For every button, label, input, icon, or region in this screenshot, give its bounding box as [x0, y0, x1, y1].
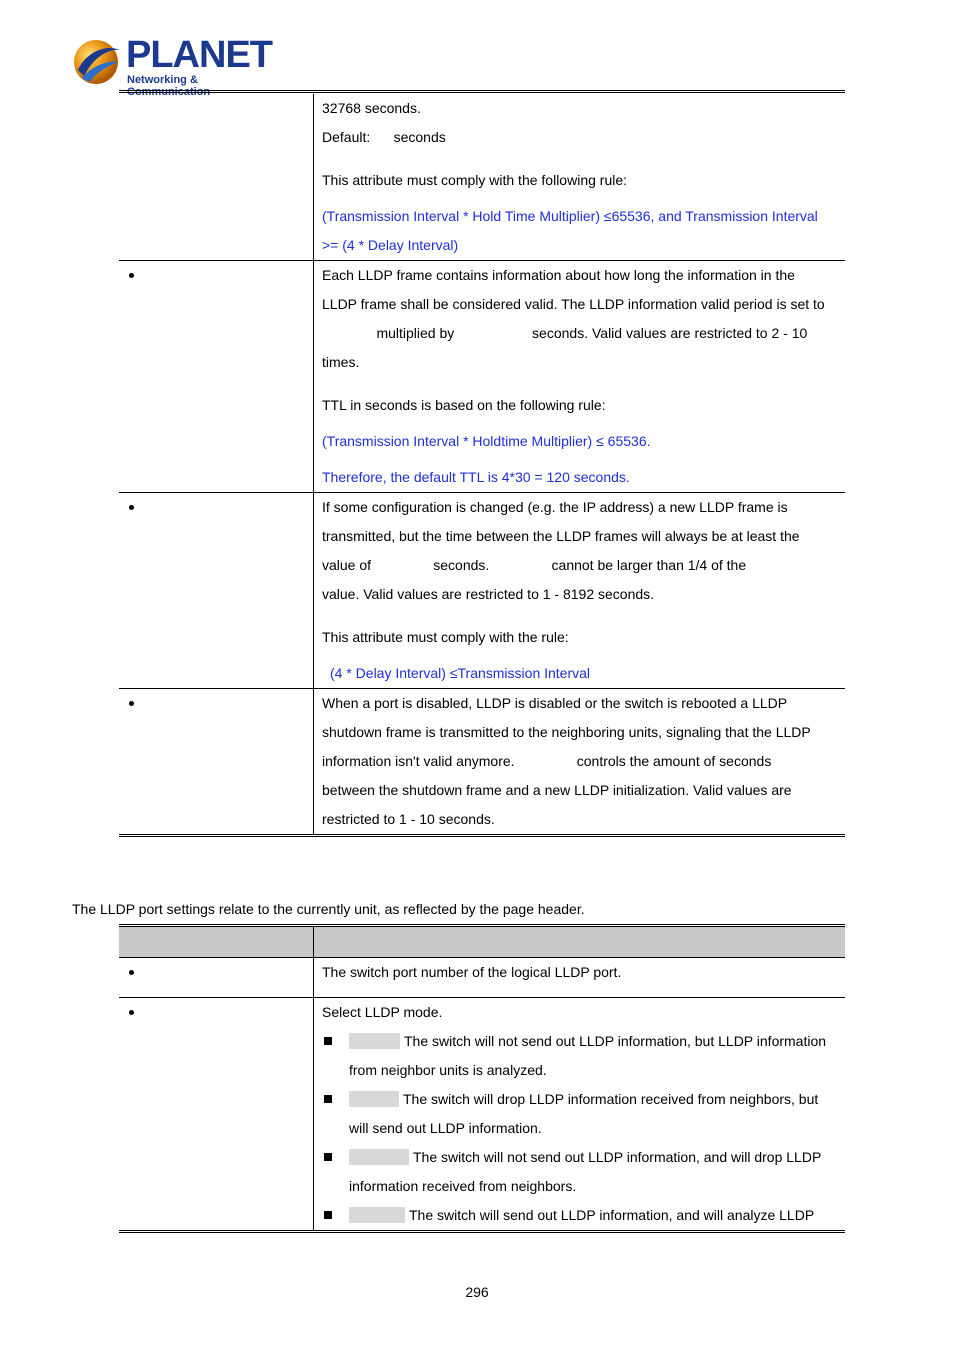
logo-tagline: Networking & Communication — [127, 74, 211, 98]
option-name-placeholder — [349, 1207, 405, 1223]
param-cell — [119, 261, 314, 493]
description-line: value. Valid values are restricted to 1 - 8192 seconds. — [322, 586, 655, 602]
bullet-dot — [129, 701, 134, 706]
table-header-row — [119, 926, 845, 958]
description-line: When a port is disabled, LLDP is disabled or the switch is rebooted a LLDP — [322, 695, 788, 711]
option-name-placeholder — [349, 1091, 399, 1107]
bullet-dot — [129, 505, 134, 510]
description-line: Select LLDP mode. — [322, 1004, 443, 1020]
square-bullet-icon — [324, 1153, 332, 1161]
port-settings-table — [119, 924, 845, 1233]
header-rule — [119, 90, 845, 93]
parameter-table-continued — [119, 94, 845, 837]
table-row — [119, 493, 845, 689]
mode-option — [322, 1027, 839, 1056]
bullet-dot — [129, 1010, 134, 1015]
planet-logo — [72, 34, 272, 98]
description-cell — [314, 689, 846, 836]
param-cell — [119, 94, 314, 261]
header-cell-description — [314, 926, 846, 958]
table-row — [119, 998, 845, 1232]
param-cell — [119, 998, 314, 1232]
option-text-cont: from neighbor units is analyzed. — [349, 1062, 547, 1078]
rule-intro: This attribute must comply with the following rule: — [322, 172, 628, 188]
description-line: value of seconds. cannot be larger than 1/4 of the — [322, 557, 747, 573]
description-line: Default: seconds — [322, 129, 446, 145]
rule-intro: TTL in seconds is based on the following rule: — [322, 397, 606, 413]
option-text: The switch will send out LLDP information, and will analyze LLDP — [409, 1207, 815, 1223]
param-cell — [119, 689, 314, 836]
logo-wordmark: PLANET — [126, 34, 272, 76]
mode-option — [322, 1085, 839, 1114]
bullet-dot — [129, 970, 134, 975]
header-cell-object — [119, 926, 314, 958]
description-line: The switch port number of the logical LLDP port. — [322, 964, 622, 980]
description-cell — [314, 998, 846, 1232]
rule-text: (Transmission Interval * Holdtime Multiplier) ≤ 65536. — [322, 433, 651, 449]
description-line: Each LLDP frame contains information about how long the information in the — [322, 267, 795, 283]
description-cell — [314, 94, 846, 261]
option-name-placeholder — [349, 1149, 409, 1165]
description-line: transmitted, but the time between the LLDP frames will always be at least the — [322, 528, 800, 544]
mode-option — [322, 1143, 839, 1172]
rule-text: (Transmission Interval * Hold Time Multiplier) ≤65536, and Transmission Interval — [322, 208, 818, 224]
description-line: multiplied by seconds. Valid values are restricted to 2 - 10 — [322, 325, 808, 341]
description-line: LLDP frame shall be considered valid. The LLDP information valid period is set to — [322, 296, 825, 312]
option-text: The switch will not send out LLDP information, but LLDP information — [404, 1033, 827, 1049]
param-cell — [119, 493, 314, 689]
table-row — [119, 689, 845, 836]
table-row — [119, 261, 845, 493]
description-cell — [314, 958, 846, 998]
description-cell — [314, 261, 846, 493]
option-text-cont: will send out LLDP information. — [349, 1120, 542, 1136]
rule-text: (4 * Delay Interval) ≤Transmission Interval — [330, 665, 591, 681]
option-text: The switch will not send out LLDP information, and will drop LLDP — [413, 1149, 822, 1165]
page-number: 296 — [465, 1284, 489, 1300]
mode-option — [322, 1201, 839, 1230]
option-text-cont: information received from neighbors. — [349, 1178, 577, 1194]
table-row — [119, 94, 845, 261]
square-bullet-icon — [324, 1037, 332, 1045]
section-intro: The LLDP port settings relate to the currently unit, as reflected by the page header. — [72, 901, 585, 917]
rule-text: Therefore, the default TTL is 4*30 = 120 seconds. — [322, 469, 630, 485]
rule-intro: This attribute must comply with the rule: — [322, 629, 569, 645]
option-name-placeholder — [349, 1033, 400, 1049]
square-bullet-icon — [324, 1211, 332, 1219]
param-cell — [119, 958, 314, 998]
description-line: between the shutdown frame and a new LLDP initialization. Valid values are — [322, 782, 792, 798]
description-line: times. — [322, 354, 360, 370]
option-text: The switch will drop LLDP information received from neighbors, but — [403, 1091, 819, 1107]
description-line: restricted to 1 - 10 seconds. — [322, 811, 495, 827]
globe-logo-icon — [72, 36, 124, 88]
description-line: information isn't valid anymore. controls the amount of seconds — [322, 753, 772, 769]
description-line: If some configuration is changed (e.g. the IP address) a new LLDP frame is — [322, 499, 788, 515]
square-bullet-icon — [324, 1095, 332, 1103]
description-line: 32768 seconds. — [322, 100, 421, 116]
rule-text: >= (4 * Delay Interval) — [322, 237, 459, 253]
description-cell — [314, 493, 846, 689]
bullet-dot — [129, 273, 134, 278]
table-row — [119, 958, 845, 998]
description-line: shutdown frame is transmitted to the neighboring units, signaling that the LLDP — [322, 724, 811, 740]
